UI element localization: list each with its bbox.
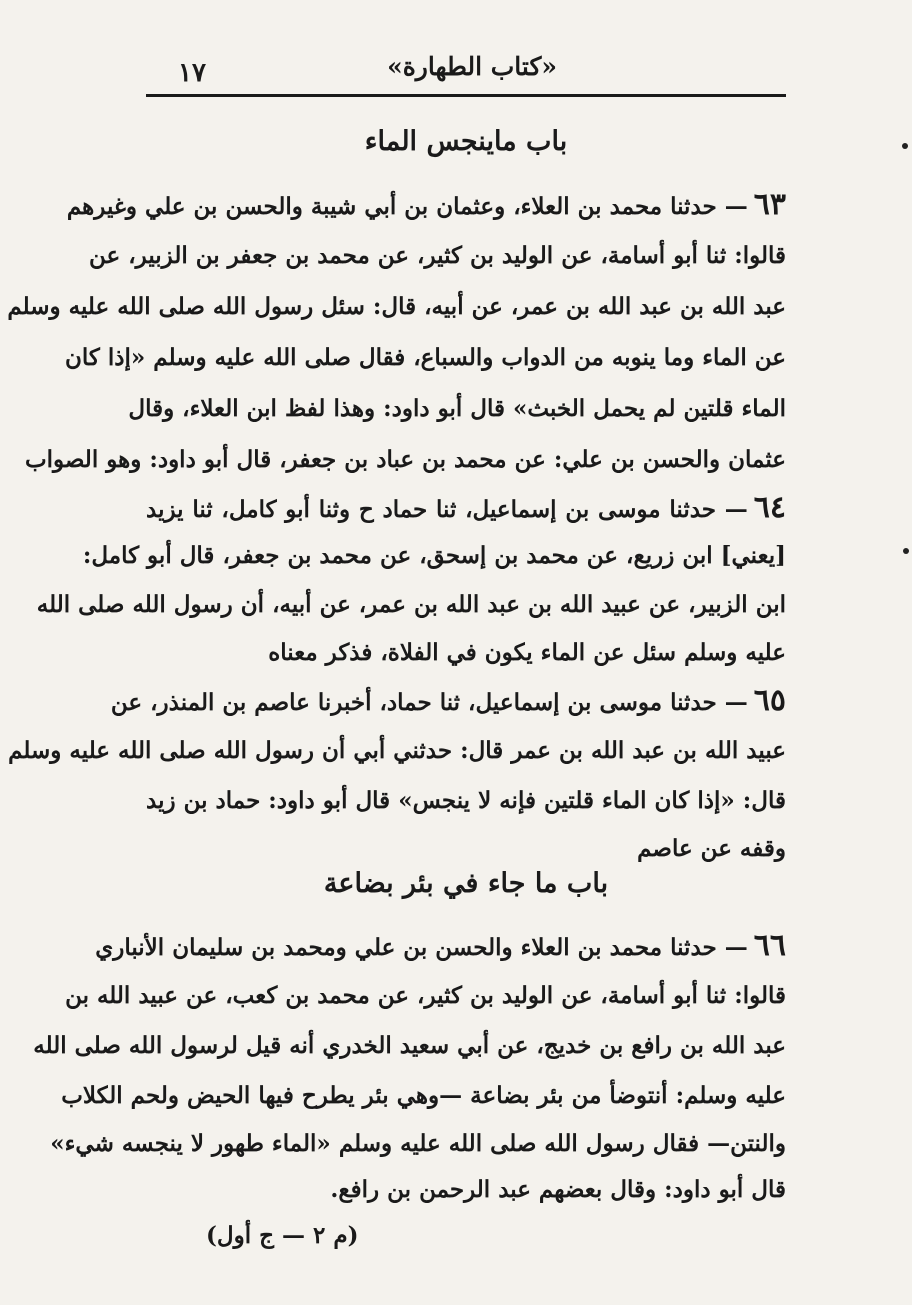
text-line: ابن الزبير، عن عبيد الله بن عبد الله بن عمر، عن أبيه، أن رسول الله صلى الله [36, 591, 786, 618]
text-line: ٦٤— حدثنا موسى بن إسماعيل، ثنا حماد ح وثنا أبو كامل، ثنا يزيد [146, 490, 786, 525]
book-title: «كتاب الطهارة» [387, 52, 557, 81]
text-line: قال أبو داود: وقال بعضهم عبد الرحمن بن رافع. [330, 1176, 786, 1203]
signature-mark: (م ٢ — ج أول) [206, 1222, 359, 1249]
header-rule [146, 94, 786, 97]
text-line: ٦٥— حدثنا موسى بن إسماعيل، ثنا حماد، أخبرنا عاصم بن المنذر، عن [110, 683, 786, 718]
hadith-number: ٦٦ [753, 928, 786, 963]
text-line: ٦٣— حدثنا محمد بن العلاء، وعثمان بن أبي شيبة والحسن بن علي وغيرهم [66, 187, 786, 222]
text-line: الماء قلتين لم يحمل الخبث» قال أبو داود: وهذا لفظ ابن العلاء، وقال [128, 395, 786, 422]
text-line: قال: «إذا كان الماء قلتين فإنه لا ينجس» قال أبو داود: حماد بن زيد [146, 787, 786, 814]
text-line: وقفه عن عاصم [637, 835, 786, 862]
text-line: عبد الله بن عبد الله بن عمر، عن أبيه، قال: سئل رسول الله صلى الله عليه وسلم [7, 293, 786, 320]
page-number: ١٧ [178, 58, 206, 88]
text-line: ٦٦— حدثنا محمد بن العلاء والحسن بن علي ومحمد بن سليمان الأنباري [95, 928, 786, 963]
text-line: عليه وسلم: أنتوضأ من بئر بضاعة —وهي بئر يطرح فيها الحيض ولحم الكلاب [61, 1082, 786, 1109]
edge-mark [902, 143, 908, 149]
running-header [146, 50, 782, 92]
section-heading: باب ما جاء في بئر بضاعة [323, 868, 609, 899]
text-line: عثمان والحسن بن علي: عن محمد بن عباد بن جعفر، قال أبو داود: وهو الصواب [24, 446, 786, 473]
text-line: عبد الله بن رافع بن خديج، عن أبي سعيد الخدري أنه قيل لرسول الله صلى الله [33, 1032, 786, 1059]
text-line: عليه وسلم سئل عن الماء يكون في الفلاة، فذكر معناه [268, 639, 786, 666]
text-line: [يعني] ابن زريع، عن محمد بن إسحق، عن محمد بن جعفر، قال أبو كامل: [82, 542, 786, 569]
text-line: قالوا: ثنا أبو أسامة، عن الوليد بن كثير، عن محمد بن جعفر بن الزبير، عن [88, 242, 786, 269]
text-line: والنتن— فقال رسول الله صلى الله عليه وسلم «الماء طهور لا ينجسه شيء» [50, 1130, 786, 1157]
edge-mark [903, 548, 909, 554]
section-heading: باب ماينجس الماء [364, 126, 568, 157]
hadith-number: ٦٥ [753, 683, 786, 718]
text-line: عن الماء وما ينوبه من الدواب والسباع، فقال صلى الله عليه وسلم «إذا كان [65, 344, 786, 371]
hadith-number: ٦٣ [753, 187, 786, 222]
text-line: قالوا: ثنا أبو أسامة، عن الوليد بن كثير، عن محمد بن كعب، عن عبيد الله بن [65, 982, 786, 1009]
hadith-number: ٦٤ [753, 490, 786, 525]
text-line: عبيد الله بن عبد الله بن عمر قال: حدثني أبي أن رسول الله صلى الله عليه وسلم [8, 737, 786, 764]
